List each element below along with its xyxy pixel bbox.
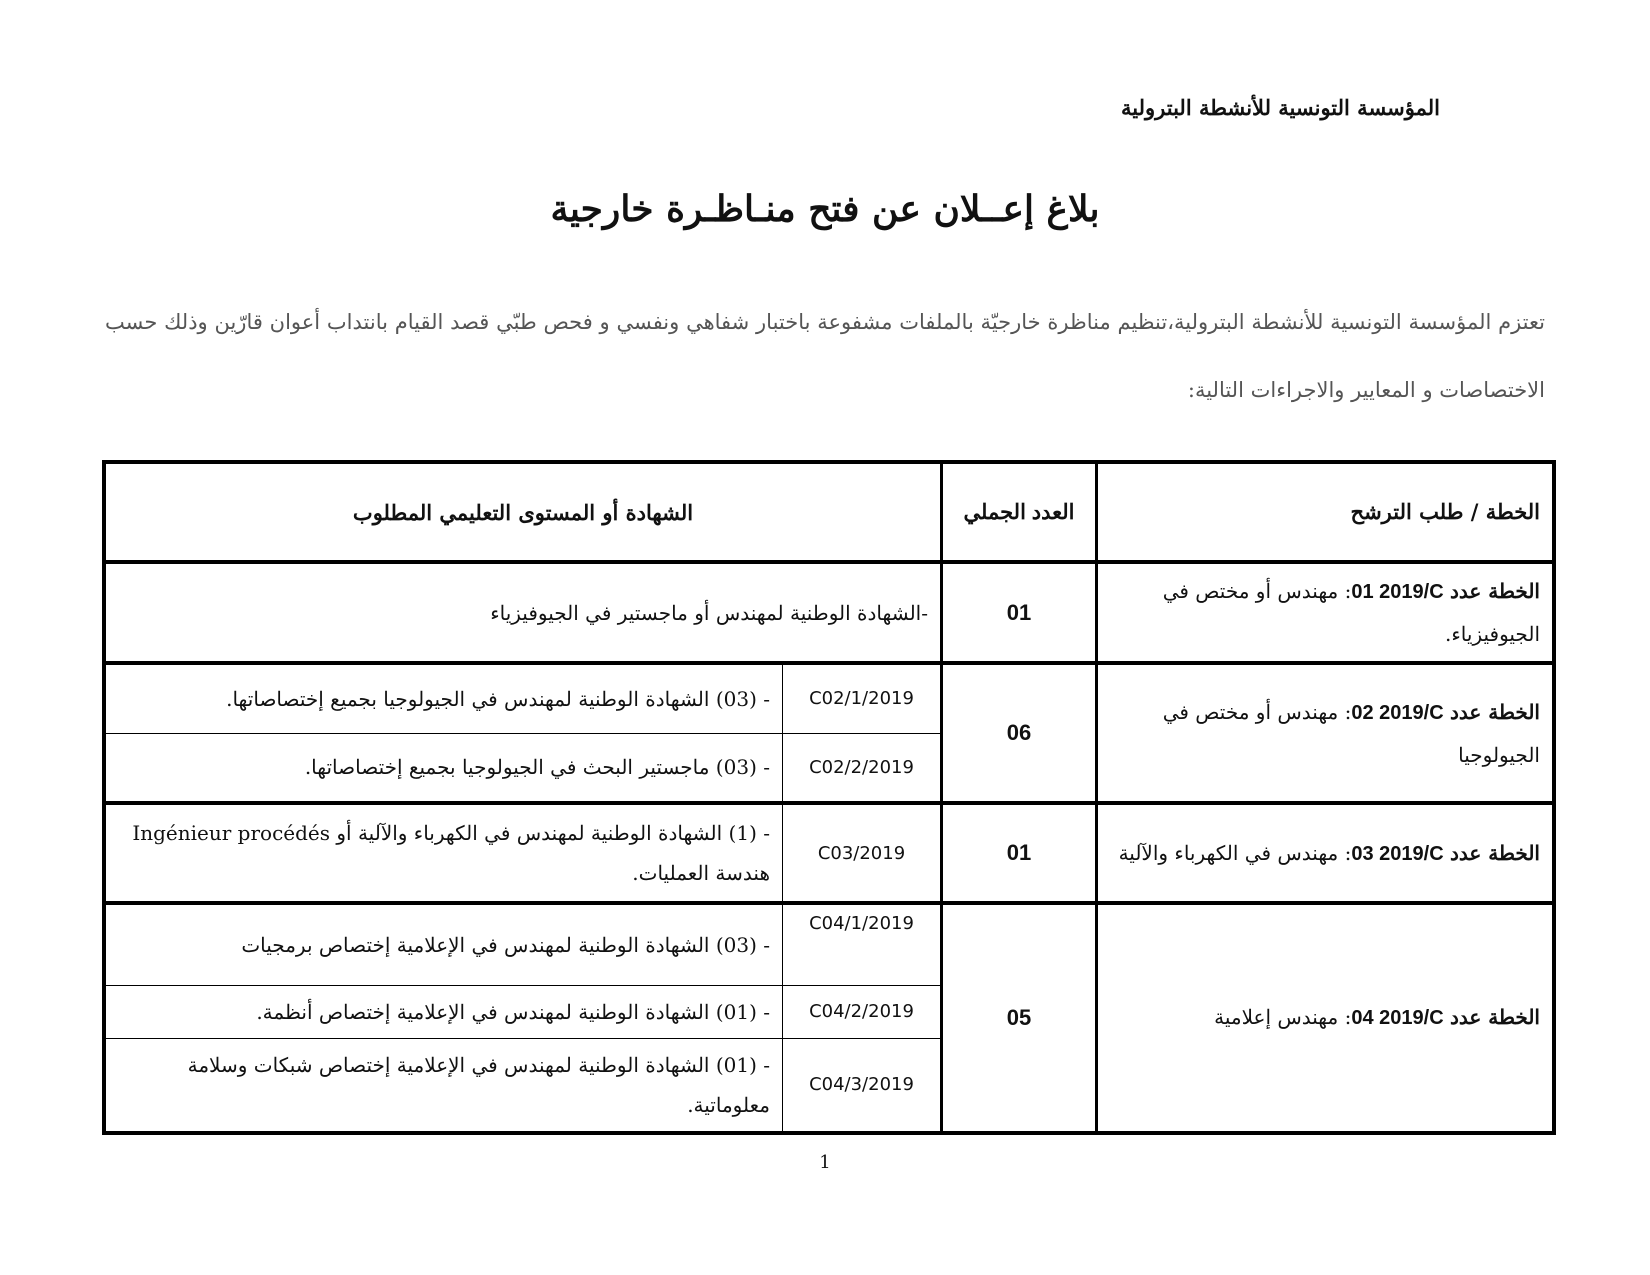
table-row <box>104 803 1554 903</box>
degree-cell: - (01) الشهادة الوطنية لمهندس في الإعلامية إختصاص شبكات وسلامة معلوماتية. <box>104 1038 783 1133</box>
plan-code: 04 2019/C <box>1351 1007 1444 1030</box>
table-row <box>104 663 1554 733</box>
page-title: بلاغ إعــلان عن فتح منـاظـرة خارجية <box>550 188 1100 230</box>
header-count: العدد الجملي <box>942 462 1097 562</box>
intro-paragraph: تعتزم المؤسسة التونسية للأنشطة البترولية،تنظيم مناظرة خارجيّة بالملفات مشفوعة باختبار شفاهي ونفسي و فحص طبّي قصد القيام بانتداب أعوان قارّين وذلك حسب الاختصاصات و المعايير والاجراءات التالية: <box>105 310 1545 402</box>
count-cell: 06 <box>942 663 1097 803</box>
plan-cell <box>1097 803 1555 903</box>
degree-code: C04/3/2019 <box>783 1038 942 1133</box>
count-cell: 01 <box>942 562 1097 663</box>
plan-code: 02 2019/C <box>1351 701 1444 724</box>
table-row <box>104 903 1554 985</box>
plan-cell <box>1097 663 1555 803</box>
plan-code: 01 2019/C <box>1351 581 1444 603</box>
table-row <box>104 562 1554 663</box>
degree-cell: -الشهادة الوطنية لمهندس أو ماجستير في الجيوفيزياء <box>104 562 942 663</box>
degree-code: C04/2/2019 <box>783 985 942 1038</box>
degree-cell: - (03) الشهادة الوطنية لمهندس في الجيولوجيا بجميع إختصاصاتها. <box>104 663 783 733</box>
degree-cell: - (03) ماجستير البحث في الجيولوجيا بجميع إختصاصاتها. <box>104 733 783 803</box>
table-header-row <box>104 462 1554 562</box>
degree-code: C03/2019 <box>783 803 942 903</box>
count-cell: 01 <box>942 803 1097 903</box>
plan-cell <box>1097 903 1555 1133</box>
plan-cell <box>1097 562 1555 663</box>
degree-cell: - (1) الشهادة الوطنية لمهندس في الكهرباء والآلية أو Ingénieur procédés هندسة العمليات. <box>104 803 783 903</box>
plan-text: : مهندس في الكهرباء والآلية <box>1118 840 1352 865</box>
degree-cell: - (01) الشهادة الوطنية لمهندس في الإعلامية إختصاص أنظمة. <box>104 985 783 1038</box>
plan-code: 03 2019/C <box>1351 842 1444 865</box>
degree-cell: - (03) الشهادة الوطنية لمهندس في الإعلامية إختصاص برمجيات <box>104 903 783 985</box>
organization-name: المؤسسة التونسية للأنشطة البترولية <box>1121 95 1440 120</box>
degree-code: C02/2/2019 <box>783 733 942 803</box>
plan-label: الخطة عدد <box>1450 840 1540 865</box>
header-plan: الخطة / طلب الترشح <box>1097 462 1555 562</box>
page-number: 1 <box>819 1152 831 1173</box>
plan-label: الخطة عدد <box>1450 699 1540 724</box>
plan-text: : مهندس إعلامية <box>1214 1005 1352 1030</box>
degree-code: C02/1/2019 <box>783 663 942 733</box>
count-cell: 05 <box>942 903 1097 1133</box>
positions-table <box>102 460 1556 1135</box>
plan-text: : مهندس أو مختص في الجيوفيزياء. <box>1162 579 1540 646</box>
degree-code: C04/1/2019 <box>783 903 942 985</box>
plan-label: الخطة عدد <box>1450 579 1540 603</box>
plan-label: الخطة عدد <box>1450 1005 1540 1030</box>
plan-text: : مهندس أو مختص في الجيولوجيا <box>1162 699 1540 767</box>
header-degree: الشهادة أو المستوى التعليمي المطلوب <box>104 462 942 562</box>
